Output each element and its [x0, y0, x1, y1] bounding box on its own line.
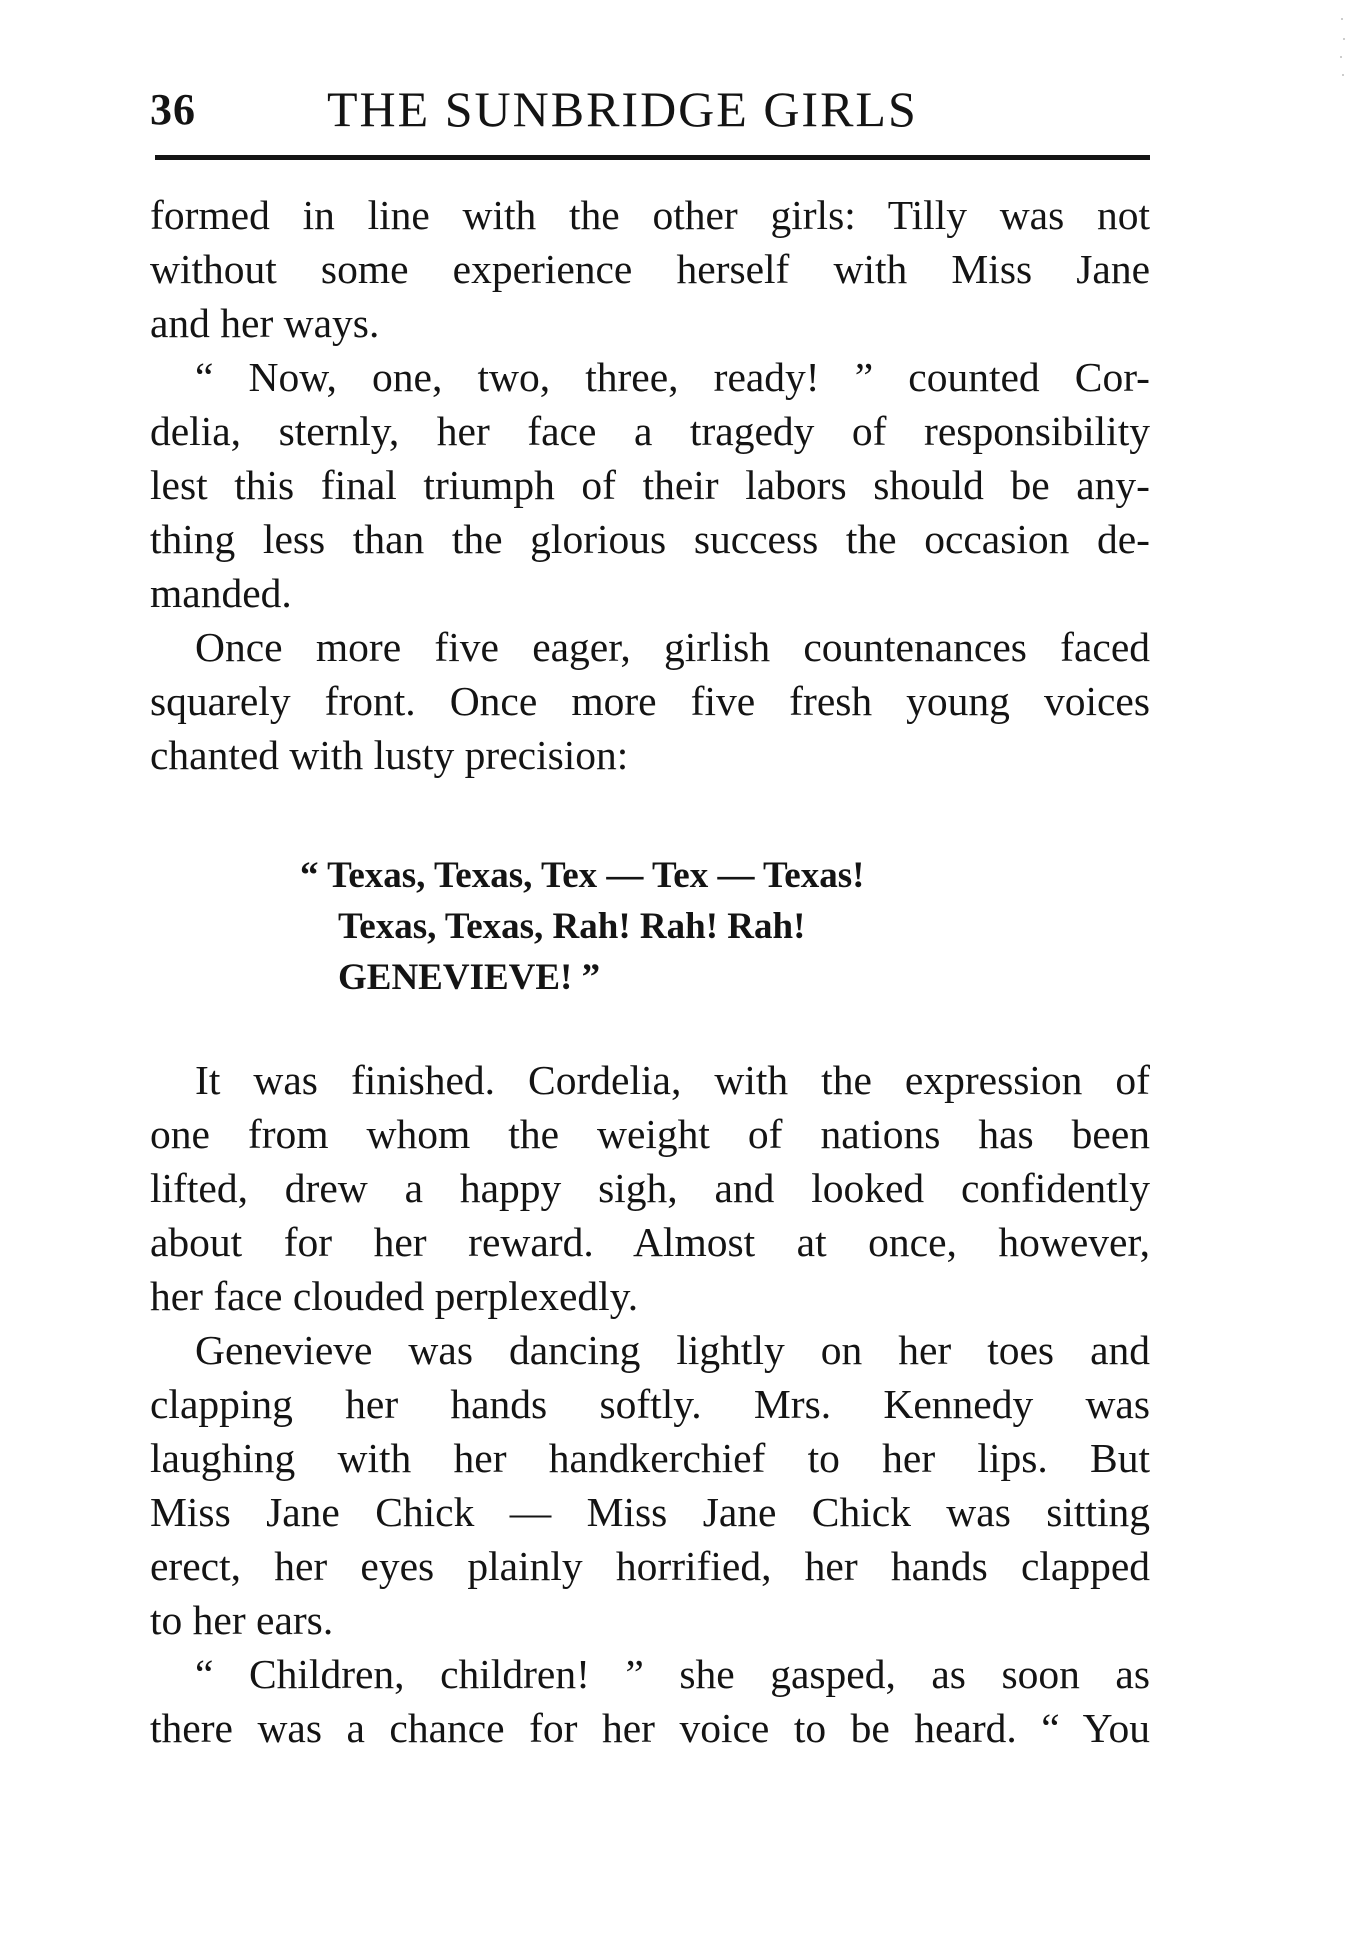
paragraph-counted-cordelia — [150, 350, 1150, 620]
cheer-verse — [300, 850, 1000, 1003]
scan-specks — [1337, 10, 1347, 100]
verse-line: “ Texas, Texas, Tex — Tex — Texas! — [300, 855, 865, 896]
text-line: one from whom the weight of nations has been — [150, 1111, 1150, 1157]
text-line: chanted with lusty precision: — [150, 732, 629, 778]
text-line: delia, sternly, her face a tragedy of responsibility — [150, 408, 1150, 454]
paragraph-genevieve-dancing — [150, 1323, 1150, 1647]
text-line: erect, her eyes plainly horrified, her hands clapped — [150, 1543, 1150, 1589]
paragraph-it-was-finished — [150, 1053, 1150, 1323]
text-line: “ Children, children! ” she gasped, as soon as — [195, 1651, 1150, 1697]
text-line: there was a chance for her voice to be heard. “ You — [150, 1705, 1150, 1751]
text-line: Once more five eager, girlish countenances faced — [195, 624, 1150, 670]
verse-line: GENEVIEVE! ” — [338, 957, 601, 998]
text-line: It was finished. Cordelia, with the expression of — [195, 1057, 1150, 1103]
running-head — [150, 78, 1150, 148]
text-line: about for her reward. Almost at once, however, — [150, 1219, 1150, 1265]
text-line: laughing with her handkerchief to her lips. But — [150, 1435, 1150, 1481]
text-line: and her ways. — [150, 300, 380, 346]
text-line: to her ears. — [150, 1597, 334, 1643]
text-line: Miss Jane Chick — Miss Jane Chick was sitting — [150, 1489, 1150, 1535]
text-line: clapping her hands softly. Mrs. Kennedy was — [150, 1381, 1150, 1427]
page-number: 36 — [150, 85, 196, 134]
text-line: lifted, drew a happy sigh, and looked confidently — [150, 1165, 1150, 1211]
text-line: formed in line with the other girls: Tilly was not — [150, 192, 1150, 238]
text-line: Genevieve was dancing lightly on her toes and — [195, 1327, 1150, 1373]
book-title: THE SUNBRIDGE GIRLS — [327, 81, 918, 137]
paragraph-children-children — [150, 1647, 1150, 1755]
verse-line: Texas, Texas, Rah! Rah! Rah! — [338, 906, 806, 947]
paragraph-continuation — [150, 188, 1150, 350]
paragraph-once-more — [150, 620, 1150, 782]
header-rule — [155, 155, 1150, 160]
text-line: manded. — [150, 570, 292, 616]
text-line: without some experience herself with Miss Jane — [150, 246, 1150, 292]
text-line: “ Now, one, two, three, ready! ” counted Cor- — [195, 354, 1150, 400]
text-line: thing less than the glorious success the occasion de- — [150, 516, 1150, 562]
text-line: her face clouded perplexedly. — [150, 1273, 639, 1319]
text-line: squarely front. Once more five fresh young voices — [150, 678, 1150, 724]
text-line: lest this final triumph of their labors should be any- — [150, 462, 1150, 508]
